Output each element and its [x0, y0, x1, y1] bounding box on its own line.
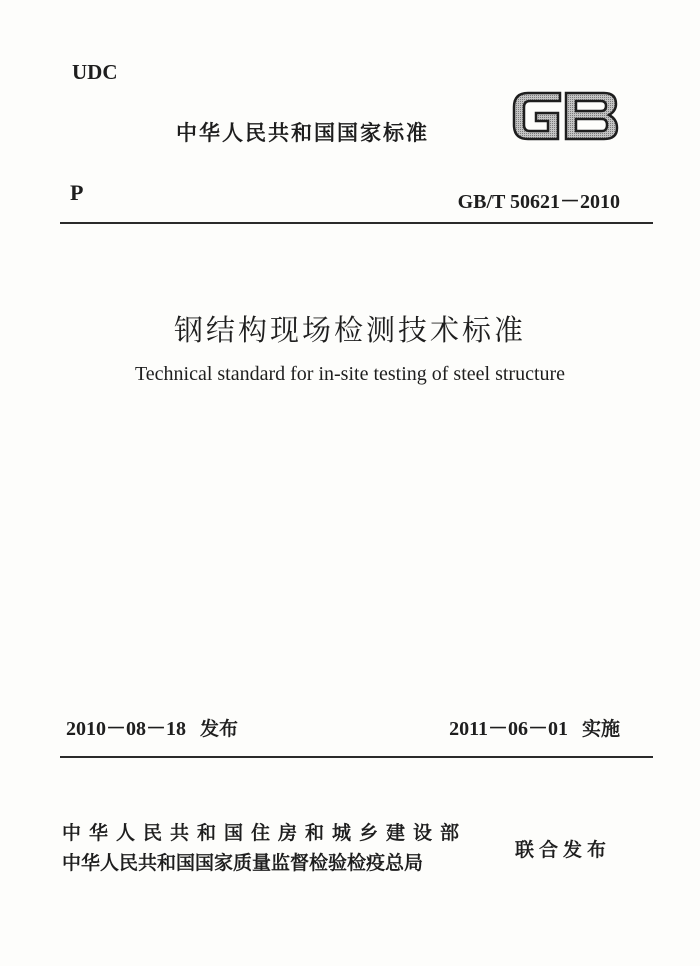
title-chinese: 钢结构现场检测技术标准 [173, 313, 526, 347]
national-standard-heading: 中华人民共和国国家标准 [176, 121, 429, 145]
publisher-ministry-housing: 中华人民共和国住房和城乡建设部 [62, 822, 468, 844]
implement-date-block [449, 712, 620, 741]
implement-date: 2011－06－01 [449, 718, 568, 740]
top-divider [60, 222, 653, 224]
implement-label: 实施 [581, 718, 620, 740]
issue-date-block [66, 712, 238, 741]
joint-issue-label: 联合发布 [515, 839, 612, 861]
gb-logo-g-shape [514, 93, 560, 139]
classification-code: P [70, 180, 84, 205]
gb-logo [508, 87, 622, 145]
standard-number: GB/T 50621－2010 [457, 191, 620, 213]
issue-date: 2010－08－18 [66, 718, 186, 740]
title-english: Technical standard for in-site testing of steel structure [134, 363, 566, 385]
publisher-aqsiq: 中华人民共和国国家质量监督检验检疫总局 [62, 852, 424, 874]
issue-label: 发布 [200, 718, 239, 740]
gb-logo-b-shape [566, 93, 617, 139]
bottom-divider [60, 756, 653, 758]
udc-label: UDC [72, 60, 118, 84]
